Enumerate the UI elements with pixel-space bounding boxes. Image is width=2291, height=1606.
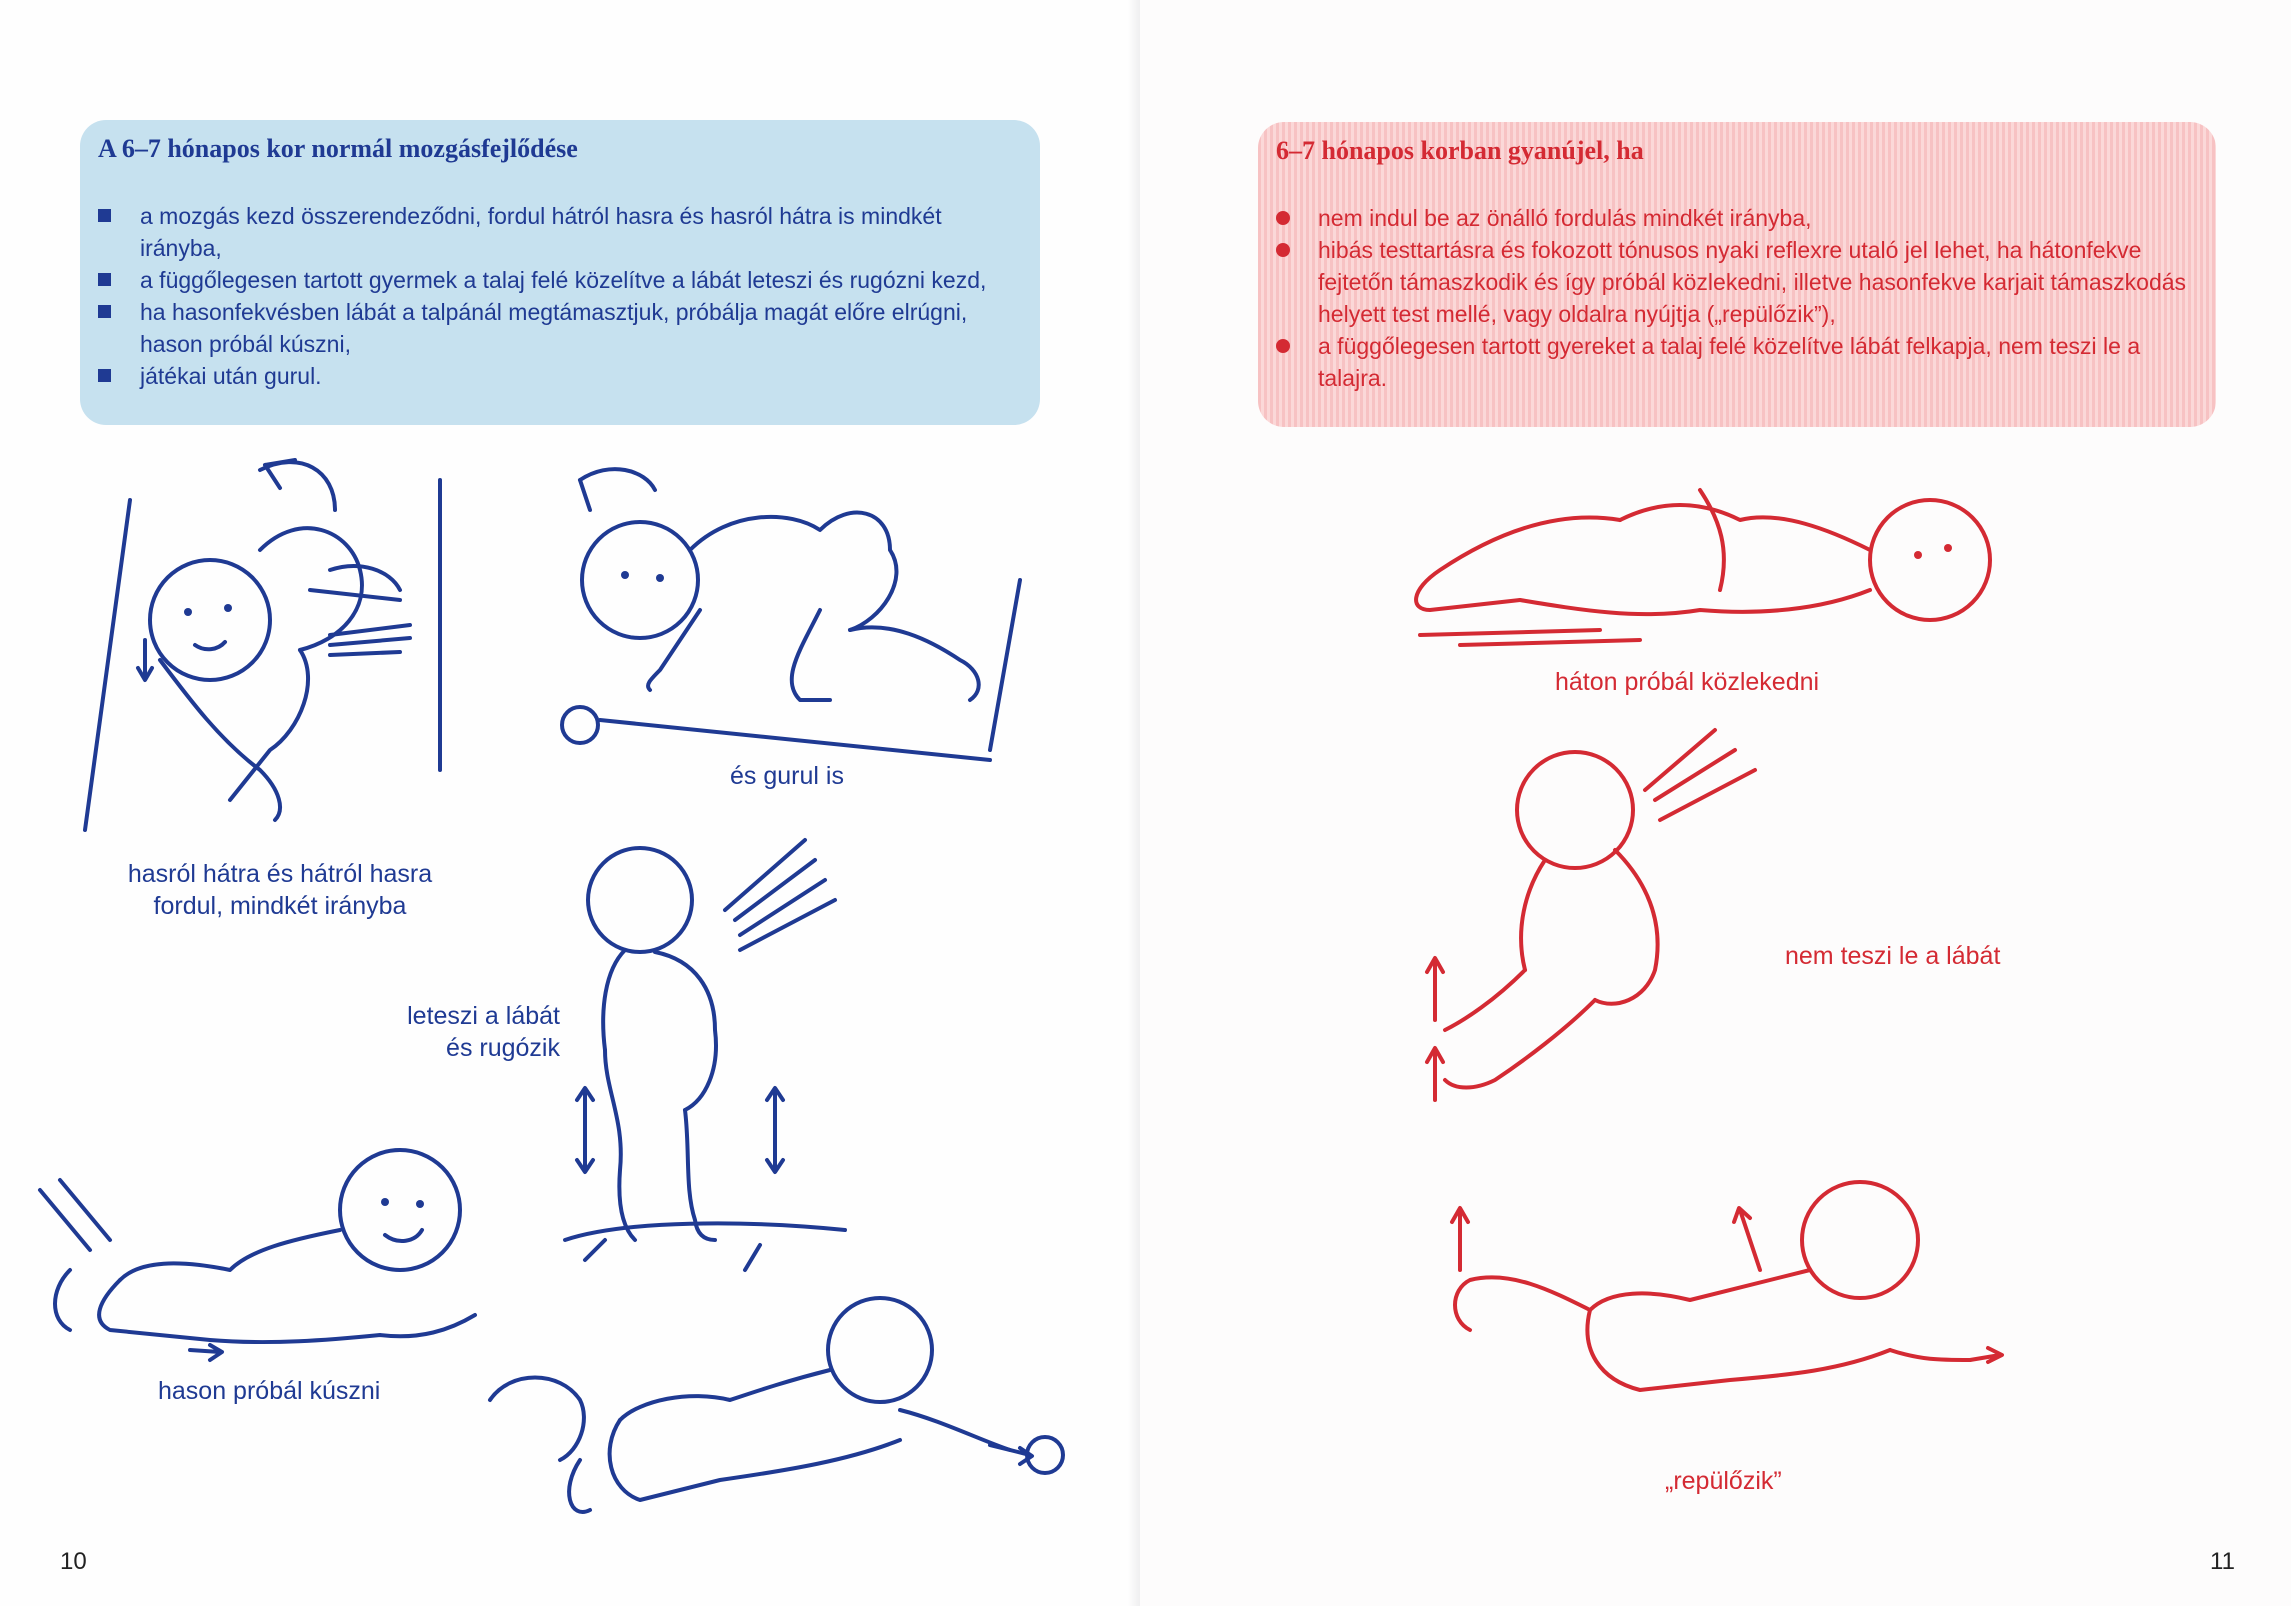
list-item: nem indul be az önálló fordulás mindkét irányba, — [1276, 202, 2196, 234]
dot-bullet-icon — [1276, 243, 1290, 257]
warning-signs-list — [1276, 202, 2196, 394]
crawling-baby-reaching-ball-illustration — [470, 1290, 1070, 1530]
list-item: a függőlegesen tartott gyermek a talaj felé közelítve a lábát leteszi és rugózni kezd, — [98, 264, 1018, 296]
baby-on-back-illustration — [1400, 480, 2000, 650]
page-number-left: 10 — [60, 1548, 87, 1575]
warning-signs-box — [1258, 122, 2216, 427]
list-item: hibás testtartásra és fokozott tónusos nyaki reflexre utaló jel lehet, ha hátonfekve fejtetőn támaszkodik és így próbál közlekedni, illetve hasonfekve karjait támaszkodás helyett test mellé, vagy oldalra nyújtja („repülőzik”), — [1276, 234, 2196, 330]
list-item: a függőlegesen tartott gyereket a talaj felé közelítve lábát felkapja, nem teszi le a talajra. — [1276, 330, 2196, 394]
rolling-baby-illustration — [70, 440, 450, 860]
rolls-too-caption: és gurul is — [730, 762, 844, 790]
prone-baby-foot-support-illustration — [30, 1130, 500, 1380]
square-bullet-icon — [98, 369, 111, 382]
square-bullet-icon — [98, 209, 111, 222]
square-bullet-icon — [98, 305, 111, 318]
flying-caption: „repülőzik” — [1665, 1467, 1782, 1495]
list-item: a mozgás kezd összerendeződni, fordul hátról hasra és hasról hátra is mindkét irányba, — [98, 200, 1018, 264]
normal-development-title: A 6–7 hónapos kor normál mozgásfejlődése — [98, 134, 578, 163]
square-bullet-icon — [98, 273, 111, 286]
normal-development-box — [80, 120, 1040, 425]
does-not-place-feet-caption: nem teszi le a lábát — [1785, 942, 2001, 970]
list-item: ha hasonfekvésben lábát a talpánál megtámasztjuk, próbálja magát előre elrúgni, hason próbál kúszni, — [98, 296, 1018, 360]
roll-caption: hasról hátra és hátról hasra fordul, mindkét irányba — [127, 860, 433, 920]
left-page — [0, 0, 1140, 1606]
page-number-right: 11 — [2210, 1548, 2235, 1575]
normal-development-list — [98, 200, 1018, 392]
list-item: játékai után gurul. — [98, 360, 1018, 392]
on-back-caption: háton próbál közlekedni — [1555, 668, 1820, 696]
warning-signs-title: 6–7 hónapos korban gyanújel, ha — [1276, 136, 1644, 165]
held-baby-lifting-legs-illustration — [1415, 730, 1815, 1130]
supported-standing-baby-illustration — [545, 840, 865, 1280]
dot-bullet-icon — [1276, 211, 1290, 225]
places-feet-caption: leteszi a lábát és rugózik — [407, 1002, 560, 1062]
baby-rolls-toward-toy-illustration — [550, 470, 1040, 770]
flying-baby-illustration — [1440, 1160, 2020, 1450]
dot-bullet-icon — [1276, 339, 1290, 353]
crawl-caption: hason próbál kúszni — [158, 1377, 381, 1405]
